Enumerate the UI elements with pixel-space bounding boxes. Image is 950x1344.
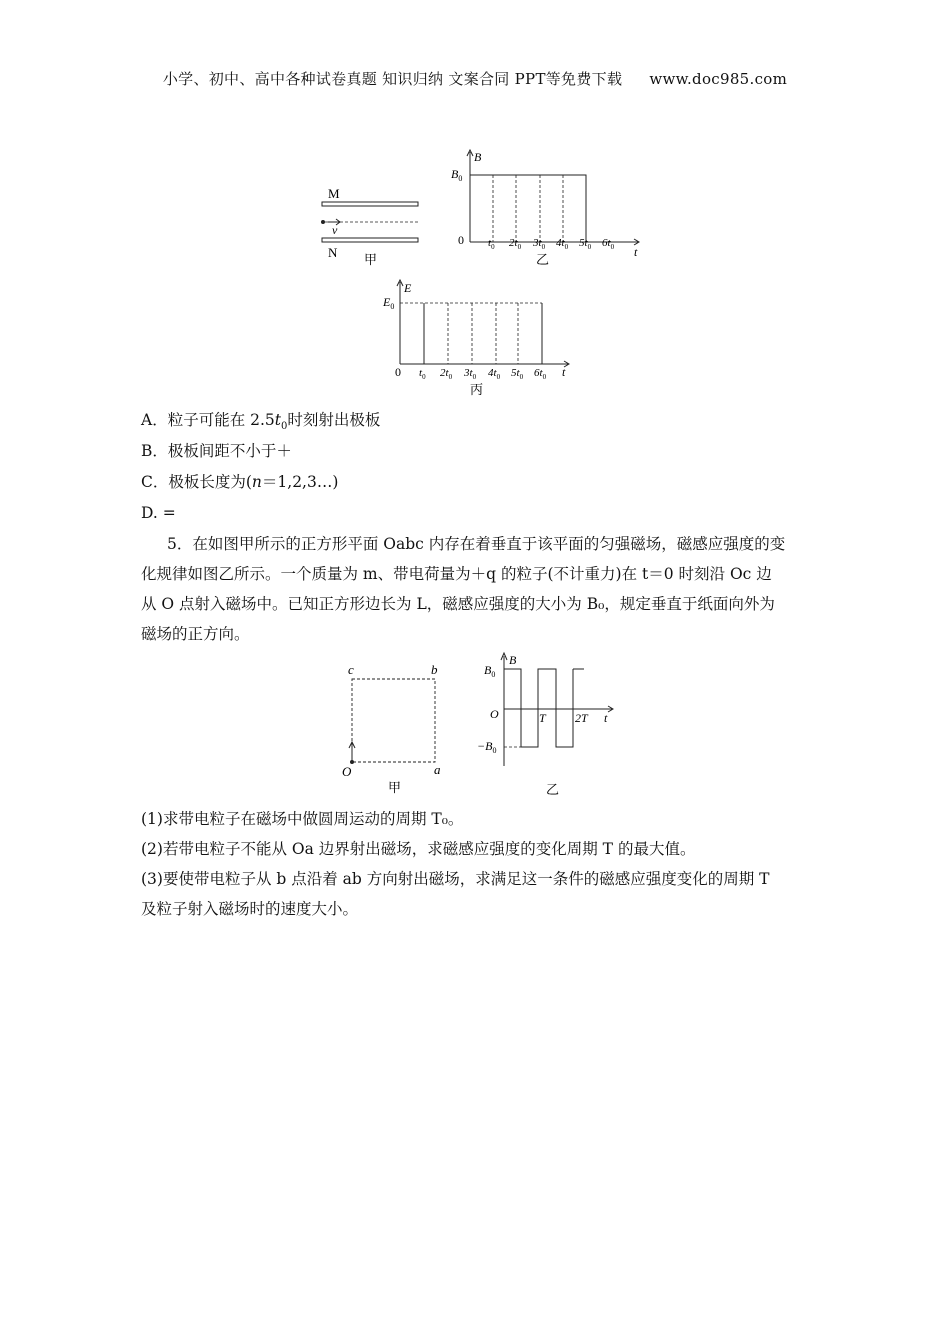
corner-o: O <box>342 764 352 779</box>
q5-line-2: 化规律如图乙所示。一个质量为 m、带电荷量为＋q 的粒子(不计重力)在 t＝0 时刻沿 Oc 边 <box>141 565 772 583</box>
tick-6t0: $6t_0$ <box>534 367 547 381</box>
origin-label: 0 <box>458 233 464 247</box>
option-c: C．极板长度为(n＝1,2,3…) <box>141 473 339 491</box>
figure5-yi-caption: 乙 <box>546 782 560 797</box>
plate-n-label: N <box>328 245 338 260</box>
tick-5t0: $5t_0$ <box>511 367 524 381</box>
tick-6t0: $6t_0$ <box>602 237 615 251</box>
figure-jia-plates <box>318 180 428 270</box>
plate-n <box>322 238 418 242</box>
page-header <box>0 68 950 89</box>
figure5-jia-square <box>336 658 456 798</box>
corner-a: a <box>434 762 441 777</box>
q5-line-1: 5．在如图甲所示的正方形平面 Oabc 内存在着垂直于该平面的匀强磁场，磁感应强度的变 <box>167 535 786 553</box>
figure-yi-b-chart <box>448 146 648 268</box>
y-axis-label: E <box>404 281 412 295</box>
velocity-label: v <box>332 223 338 237</box>
particle-dot <box>321 220 325 224</box>
q5-line-3: 从 O 点射入磁场中。已知正方形边长为 L，磁感应强度的大小为 B₀，规定垂直于纸面向外为 <box>141 595 775 613</box>
header-text: 小学、初中、高中各种试卷真题 知识归纳 文案合同 PPT等免费下载 <box>162 70 623 88</box>
tick-3t0: $3t_0$ <box>533 237 546 251</box>
tick-t: T <box>539 711 546 725</box>
tick-2t: 2T <box>575 711 588 725</box>
figure-jia-caption: 甲 <box>364 252 378 267</box>
sub-question-2: (2)若带电粒子不能从 Oa 边界射出磁场，求磁感应强度的变化周期 T 的最大值。 <box>141 840 696 858</box>
sub-question-3-line-2: 及粒子射入磁场时的速度大小。 <box>141 900 359 918</box>
figure-bing-e-chart <box>378 278 578 400</box>
b0-label: $B_0$ <box>451 167 463 183</box>
header-url[interactable]: www.doc985.com <box>649 70 788 88</box>
tick-t0: $t_0$ <box>419 367 426 381</box>
sub-question-3-line-1: (3)要使带电粒子从 b 点沿着 ab 方向射出磁场，求满足这一条件的磁感应强度变化的周期 T <box>141 870 770 888</box>
corner-c: c <box>348 662 354 677</box>
x-axis-label: t <box>604 711 608 725</box>
y-axis-label: B <box>474 150 482 164</box>
tick-3t0: $3t_0$ <box>464 367 477 381</box>
neg-b0-label: $-B_0$ <box>477 739 497 755</box>
x-axis-label: t <box>562 365 566 379</box>
y-axis-label: B <box>509 653 517 667</box>
x-axis-label: t <box>634 245 638 259</box>
square-oabc <box>352 679 435 762</box>
plate-m-label: M <box>328 186 340 201</box>
b-square-wave <box>504 669 573 747</box>
tick-2t0: $2t_0$ <box>440 367 453 381</box>
origin-label: 0 <box>395 365 401 379</box>
q5-line-4: 磁场的正方向。 <box>141 625 250 643</box>
tick-5t0: $5t_0$ <box>579 237 592 251</box>
figure5-jia-caption: 甲 <box>388 780 402 795</box>
plate-m <box>322 202 418 206</box>
sub-questions <box>141 804 821 924</box>
b-pulse <box>470 175 586 242</box>
tick-4t0: $4t_0$ <box>556 237 569 251</box>
corner-b: b <box>431 662 438 677</box>
figure-yi-caption: 乙 <box>536 252 550 267</box>
e0-label: $E_0$ <box>383 295 395 311</box>
tick-4t0: $4t_0$ <box>488 367 501 381</box>
option-d: D. = <box>141 504 176 522</box>
question-5 <box>141 529 821 649</box>
entry-velocity-arrow <box>349 742 355 760</box>
tick-2t0: $2t_0$ <box>509 237 522 251</box>
option-b: B．极板间距不小于＋ <box>141 442 292 460</box>
tick-t0: $t_0$ <box>488 237 495 251</box>
figure5-yi-b-chart <box>472 648 622 798</box>
origin-label: O <box>490 707 499 721</box>
sub-question-1: (1)求带电粒子在磁场中做圆周运动的周期 T₀。 <box>141 810 464 828</box>
pos-b0-label: $B_0$ <box>484 663 496 679</box>
option-a: A．粒子可能在 $2.5t_0$时刻射出极板 <box>141 411 381 433</box>
figure-bing-caption: 丙 <box>470 382 484 397</box>
